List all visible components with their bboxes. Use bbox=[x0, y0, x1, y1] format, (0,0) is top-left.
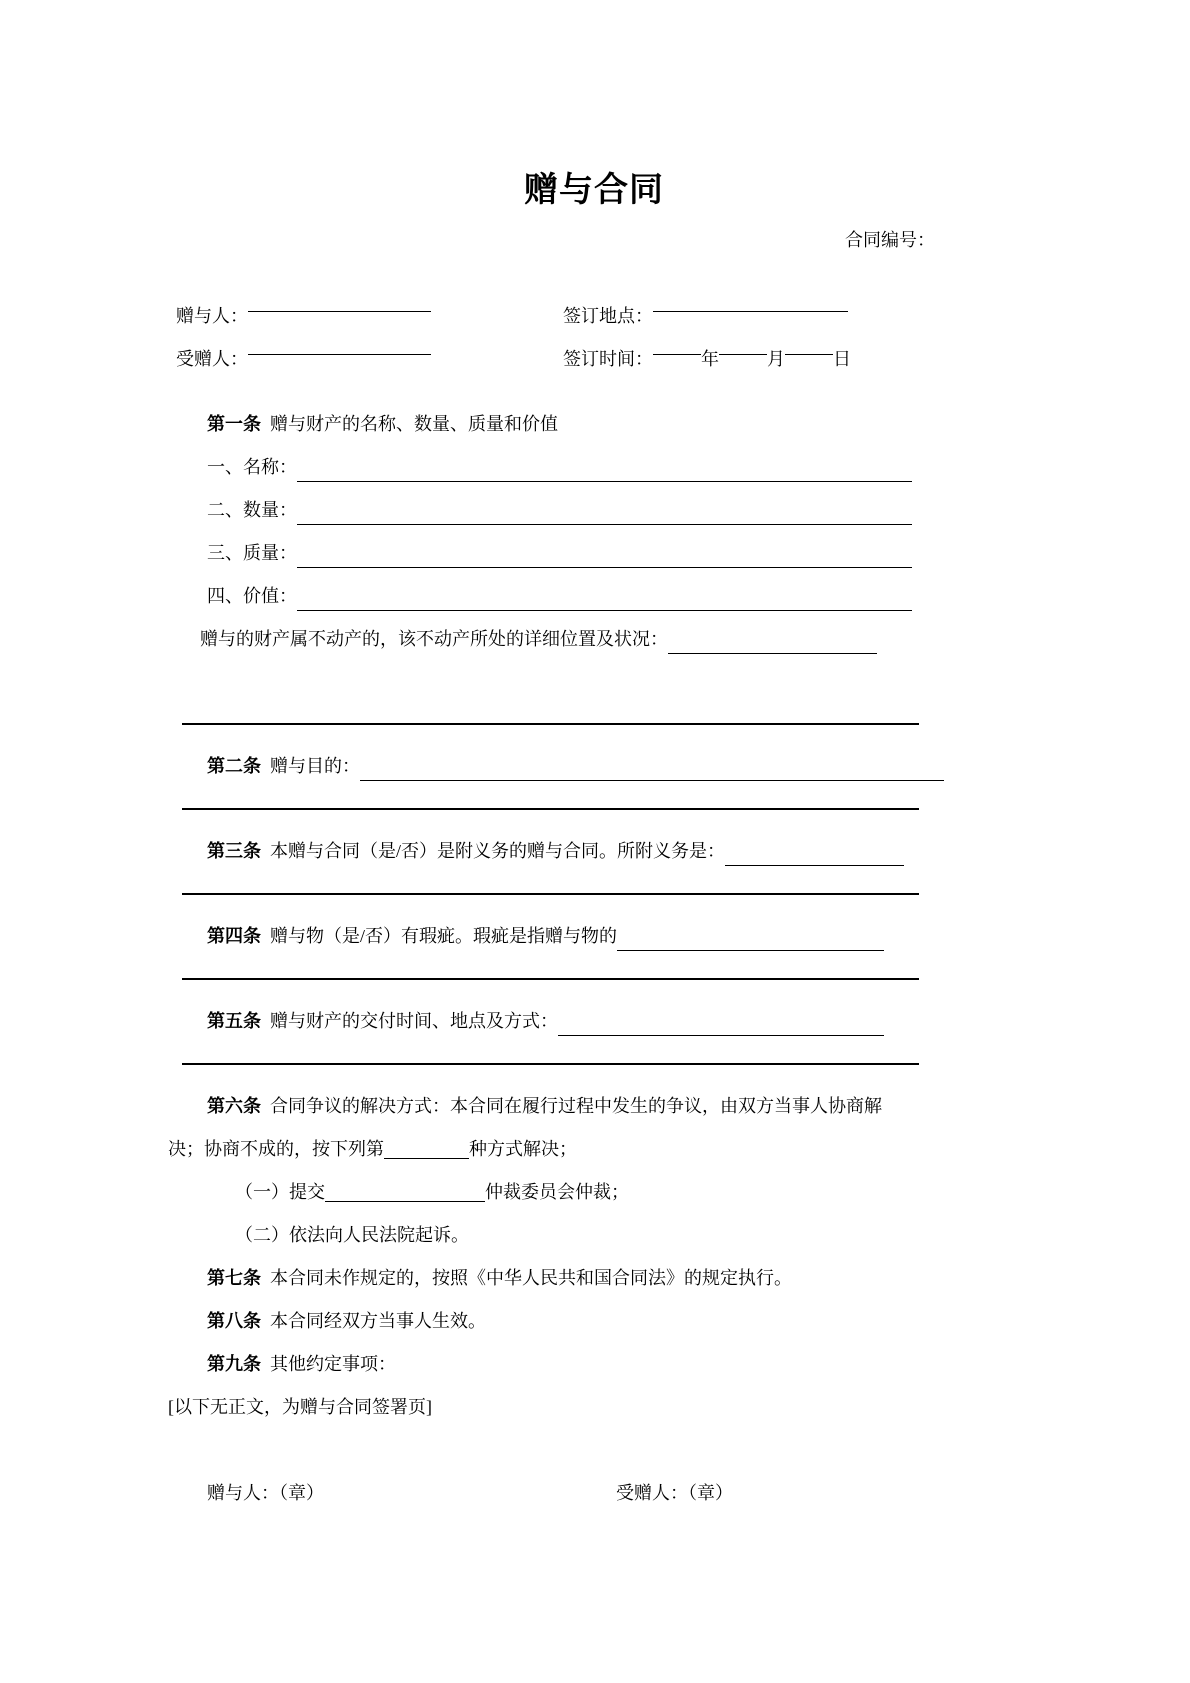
sign-day-blank[interactable] bbox=[785, 338, 833, 355]
article-7 bbox=[168, 1257, 1020, 1300]
fill-line-3 bbox=[168, 873, 1020, 895]
fill-line-rule[interactable] bbox=[182, 808, 919, 810]
fill-line-1 bbox=[168, 661, 1020, 725]
article-2-text: 赠与目的： bbox=[270, 756, 360, 776]
donee-name-blank[interactable] bbox=[248, 338, 431, 355]
article-6-text-2b: 种方式解决； bbox=[469, 1139, 577, 1159]
article-4-label: 第四条 bbox=[207, 926, 261, 946]
article-1-item-name bbox=[168, 446, 912, 489]
article-6-line-1 bbox=[168, 1085, 1020, 1128]
sign-month-blank[interactable] bbox=[719, 338, 767, 355]
article-1-label: 第一条 bbox=[207, 414, 261, 434]
item-quantity-blank[interactable] bbox=[297, 524, 912, 525]
article-4-text: 赠与物（是/否）有瑕疵。瑕疵是指赠与物的 bbox=[270, 926, 617, 946]
article-3-text: 本赠与合同（是/否）是附义务的赠与合同。所附义务是： bbox=[270, 841, 725, 861]
article-5-label: 第五条 bbox=[207, 1011, 261, 1031]
article-6-text-1: 合同争议的解决方式：本合同在履行过程中发生的争议，由双方当事人协商解 bbox=[270, 1096, 882, 1116]
item-quality-blank[interactable] bbox=[297, 567, 912, 568]
sign-place-blank[interactable] bbox=[653, 295, 848, 312]
article-6-item-2-text: （二）依法向人民法院起诉。 bbox=[235, 1225, 469, 1245]
article-5-blank[interactable] bbox=[558, 1035, 884, 1036]
article-9 bbox=[168, 1343, 1020, 1386]
article-6-item-1 bbox=[168, 1171, 1020, 1214]
day-label: 日 bbox=[833, 349, 851, 369]
fill-line-rule[interactable] bbox=[182, 978, 919, 980]
article-3-blank[interactable] bbox=[725, 865, 904, 866]
article-1-title: 赠与财产的名称、数量、质量和价值 bbox=[270, 414, 558, 434]
party-row-2 bbox=[176, 338, 1020, 381]
dispute-method-blank[interactable] bbox=[384, 1142, 469, 1159]
article-3 bbox=[168, 830, 904, 873]
fill-line-rule[interactable] bbox=[182, 1063, 919, 1065]
article-4 bbox=[168, 915, 884, 958]
article-7-label: 第七条 bbox=[207, 1268, 261, 1288]
fill-line-2 bbox=[168, 788, 1020, 810]
item-quality-label: 三、质量： bbox=[207, 543, 297, 563]
article-1-item-quantity bbox=[168, 489, 912, 532]
item-name-label: 一、名称： bbox=[207, 457, 297, 477]
article-7-text: 本合同未作规定的，按照《中华人民共和国合同法》的规定执行。 bbox=[270, 1268, 792, 1288]
fill-line-rule[interactable] bbox=[182, 893, 919, 895]
year-label: 年 bbox=[701, 349, 719, 369]
sign-place-label: 签订地点： bbox=[563, 306, 653, 326]
article-6-text-2a: 决；协商不成的，按下列第 bbox=[168, 1139, 384, 1159]
article-9-text: 其他约定事项： bbox=[270, 1354, 396, 1374]
article-9-label: 第九条 bbox=[207, 1354, 261, 1374]
sign-year-blank[interactable] bbox=[653, 338, 701, 355]
item-value-label: 四、价值： bbox=[207, 586, 297, 606]
realty-note-label: 赠与的财产属不动产的，该不动产所处的详细位置及状况： bbox=[200, 629, 668, 649]
article-6 bbox=[168, 1085, 1020, 1257]
donee-label: 受赠人： bbox=[176, 349, 248, 369]
article-1-item-quality bbox=[168, 532, 912, 575]
article-2-blank[interactable] bbox=[360, 780, 944, 781]
donor-name-blank[interactable] bbox=[248, 295, 431, 312]
article-1-realty-line bbox=[168, 618, 877, 661]
donee-signature-label: 受赠人：（章） bbox=[616, 1483, 733, 1503]
article-6-item-1-pre: （一）提交 bbox=[235, 1182, 325, 1202]
contract-number-label: 合同编号： bbox=[845, 230, 935, 250]
realty-note-blank[interactable] bbox=[668, 653, 877, 654]
article-8-text: 本合同经双方当事人生效。 bbox=[270, 1311, 486, 1331]
arbitration-committee-blank[interactable] bbox=[325, 1185, 485, 1202]
article-5-text: 赠与财产的交付时间、地点及方式： bbox=[270, 1011, 558, 1031]
item-quantity-label: 二、数量： bbox=[207, 500, 297, 520]
article-6-label: 第六条 bbox=[207, 1096, 261, 1116]
article-1-heading bbox=[168, 403, 1020, 446]
article-6-line-2 bbox=[168, 1128, 1020, 1171]
article-6-item-1-post: 仲裁委员会仲裁； bbox=[485, 1182, 629, 1202]
month-label: 月 bbox=[767, 349, 785, 369]
party-row-1 bbox=[176, 295, 1020, 338]
parties-block bbox=[168, 295, 1020, 381]
closing-note: [以下无正文，为赠与合同签署页] bbox=[168, 1397, 432, 1417]
fill-line-5 bbox=[168, 1043, 1020, 1065]
article-6-item-2 bbox=[168, 1214, 1020, 1257]
fill-line-rule[interactable] bbox=[182, 723, 919, 725]
article-1 bbox=[168, 403, 1020, 661]
article-5 bbox=[168, 1000, 884, 1043]
donor-label: 赠与人： bbox=[176, 306, 248, 326]
item-name-blank[interactable] bbox=[297, 481, 912, 482]
fill-line-4 bbox=[168, 958, 1020, 980]
item-value-blank[interactable] bbox=[297, 610, 912, 611]
article-8-label: 第八条 bbox=[207, 1311, 261, 1331]
sign-time-label: 签订时间： bbox=[563, 349, 653, 369]
page-title: 赠与合同 bbox=[524, 171, 664, 209]
donor-signature-label: 赠与人：（章） bbox=[207, 1483, 324, 1503]
article-2 bbox=[168, 745, 944, 788]
signature-row bbox=[168, 1472, 1020, 1515]
article-2-label: 第二条 bbox=[207, 756, 261, 776]
article-8 bbox=[168, 1300, 1020, 1343]
article-4-blank[interactable] bbox=[617, 950, 884, 951]
article-1-item-value bbox=[168, 575, 912, 618]
article-3-label: 第三条 bbox=[207, 841, 261, 861]
